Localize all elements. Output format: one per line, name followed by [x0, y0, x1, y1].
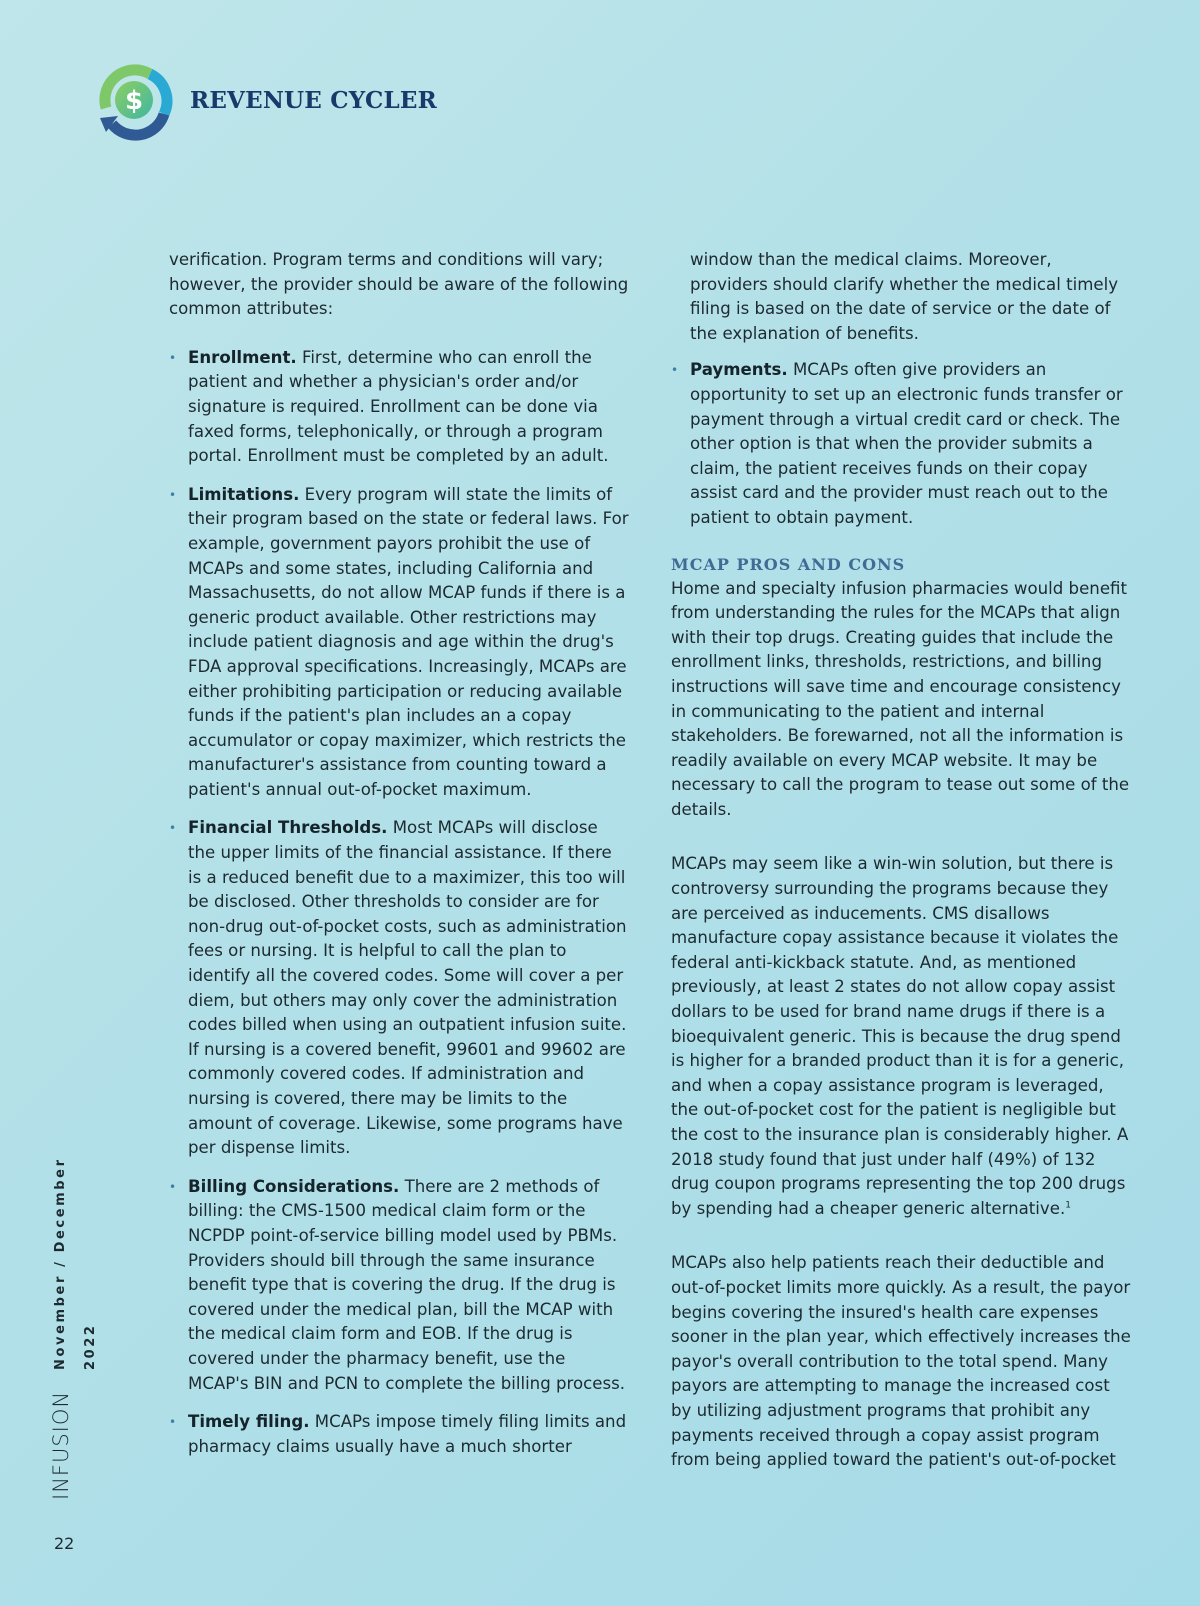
bullet-text: Every program will state the limits of their program based on the state or federal laws. For example, government payors prohibit the use of MCAPs and some states, including California and Massachusetts, do not allow MCAP funds if there is a generic product available. Other restrictions may include patient diagnosis and age within the drug's FDA approval specifications. Increasingly, MCAPs are either prohibiting participation or reducing available funds if the patient's plan includes an a copay accumulator or copay maximizer, which restricts the manufacturer's assistance from counting toward a patient's annual out-of-pocket maximum.: [188, 484, 629, 799]
page-number: 22: [54, 1534, 75, 1553]
bullet-term: Financial Thresholds.: [188, 818, 388, 838]
dollar-cycle-icon: [92, 58, 176, 142]
list-item: [169, 346, 629, 469]
list-item: [169, 1175, 629, 1396]
issue-date: November / December 2022: [53, 1157, 98, 1370]
continued-bullet-text: window than the medical claims. Moreover, providers should clarify whether the medical timely filing is based on the date of service or the date of the explanation of benefits.: [690, 250, 1119, 343]
list-item: [169, 816, 629, 1160]
vertical-sidebar: [46, 1110, 98, 1500]
left-column: [169, 248, 629, 1473]
section-heading: MCAP PROS AND CONS: [671, 554, 906, 574]
payments-list: [671, 358, 1133, 530]
bullet-text: First, determine who can enroll the patient and whether a physician's order and/or signature is required. Enrollment can be done via faxed forms, telephonically, or through a program portal. Enrollment must be completed by an adult.: [188, 347, 609, 466]
svg-text:$: $: [124, 86, 144, 116]
bullet-text: Most MCAPs will disclose the upper limits of the financial assistance. If there is a reduced benefit due to a maximizer, this too will be disclosed. Other thresholds to consider are for non-drug out-of-pocket costs, such as administration fees or nursing. It is helpful to call the plan to identify all the covered codes. Some will cover a per diem, but others may only cover the administration codes billed when using an outpatient infusion suite. If nursing is a covered benefit, 99601 and 99602 are commonly covered codes. If administration and nursing is covered, there may be limits to the amount of coverage. Likewise, some programs have per dispense limits.: [188, 818, 627, 1158]
bullet-term: Limitations.: [188, 484, 300, 504]
list-item: [169, 483, 629, 803]
body-paragraph: [671, 852, 1133, 1221]
list-item: [671, 358, 1133, 530]
magazine-brand: INFUSION: [49, 1390, 73, 1500]
page-header: [92, 58, 437, 142]
list-item: [169, 1410, 629, 1459]
body-paragraph: Home and specialty infusion pharmacies would benefit from understanding the rules for the MCAPs that align with their top drugs. Creating guides that include the enrollment links, thresholds, restrictions, and billing instructions will save time and encourage consistency in communicating to the patient and internal stakeholders. Be forewarned, not all the information is readily available on every MCAP website. It may be necessary to call the program to tease out some of the details.: [671, 578, 1130, 819]
bullet-term: Timely filing.: [188, 1412, 310, 1432]
bullet-term: Payments.: [690, 360, 788, 380]
bullet-text: MCAPs impose timely filing limits and pharmacy claims usually have a much shorter: [188, 1412, 627, 1456]
bullet-term: Enrollment.: [188, 347, 297, 367]
intro-paragraph: verification. Program terms and conditions will vary; however, the provider should be aware of the following common attributes:: [169, 250, 629, 319]
section-title: REVENUE CYCLER: [190, 86, 437, 114]
paragraph-text: MCAPs may seem like a win-win solution, but there is controversy surrounding the programs because they are perceived as inducements. CMS disallows manufacture copay assistance because it violates the federal anti-kickback statute. And, as mentioned previously, at least 2 states do not allow copay assist dollars to be used for brand name drugs if there is a bioequivalent generic. This is because the drug spend is higher for a branded product than it is for a generic, and when a copay assistance program is leveraged, the out-of-pocket cost for the patient is negligible but the cost to the insurance plan is considerably higher. A 2018 study found that just under half (49%) of 132 drug coupon programs representing the top 200 drugs by spending had a cheaper generic alternative.: [671, 854, 1129, 1218]
bullet-text: There are 2 methods of billing: the CMS-1500 medical claim form or the NCPDP point-of-service billing model used by PBMs. Providers should bill through the same insurance benefit type that is covering the drug. If the drug is covered under the medical plan, bill the MCAP with the medical claim form and EOB. If the drug is covered under the pharmacy benefit, use the MCAP's BIN and PCN to complete the billing process.: [188, 1176, 626, 1393]
right-column: [671, 248, 1133, 1473]
bullet-text: MCAPs often give providers an opportunity to set up an electronic funds transfer or payment through a virtual credit card or check. The other option is that when the provider submits a claim, the patient receives funds on their copay assist card and the provider must reach out to the patient to obtain payment.: [690, 360, 1123, 527]
footnote-ref: 1: [1065, 1200, 1071, 1211]
bullet-term: Billing Considerations.: [188, 1176, 400, 1196]
body-paragraph: MCAPs also help patients reach their deductible and out-of-pocket limits more quickly. As a result, the payor begins covering the insured's health care expenses sooner in the plan year, which effectively increases the payor's overall contribution to the total spend. Many payors are attempting to manage the increased cost by utilizing adjustment programs that prohibit any payments received through a copay assist program from being applied toward the patient's out-of-pocket: [671, 1253, 1131, 1470]
attribute-list: [169, 346, 629, 1460]
